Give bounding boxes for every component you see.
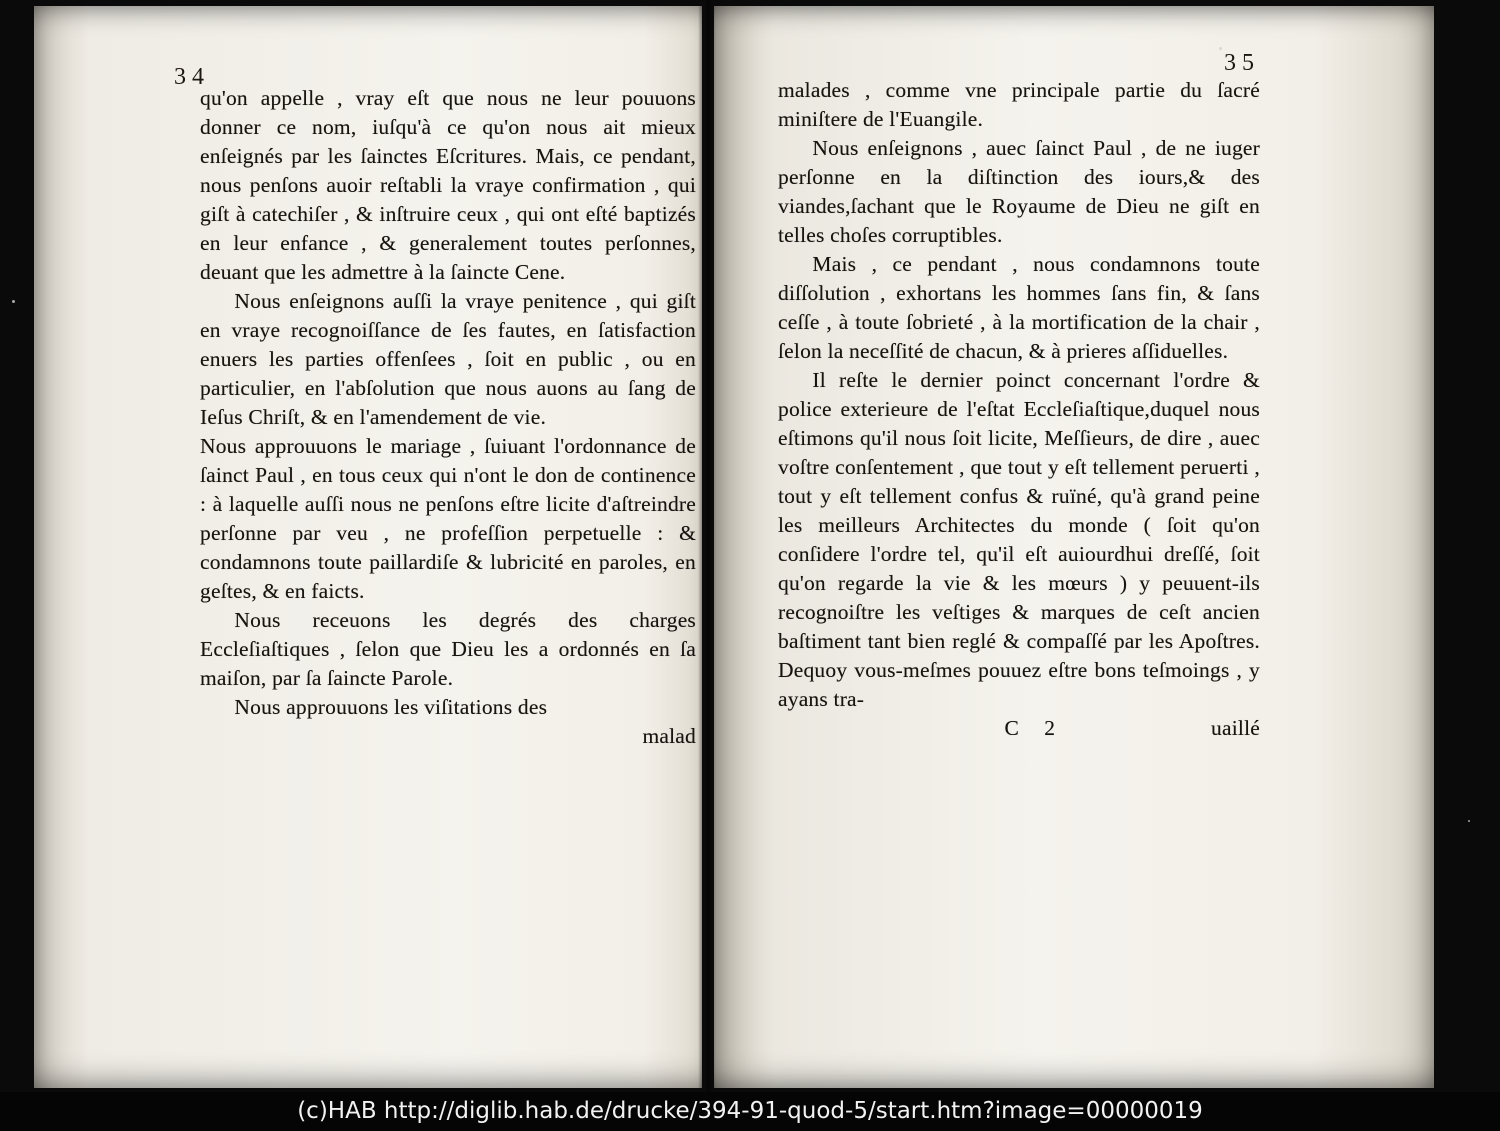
scan-speckle (12, 300, 15, 303)
gathering-signature: C 2 (1004, 716, 1065, 740)
footer-caption: (c)HAB http://diglib.hab.de/drucke/394-91-quod-5/start.htm?image=00000019 (297, 1098, 1203, 1124)
footer-bar (0, 1092, 1500, 1131)
spacer (1065, 714, 1211, 743)
paragraph: Il reſte le dernier poinct concernant l'ordre & police exterieure de l'eſtat Eccleſiaſtique,duquel nous eſtimons qu'il nous ſoit licite, Meſſieurs, de dire , auec voſtre conſentement , que tout y eſt tellement peruerti , tout y eſt tellement confus & ruïné, qu'à grand peine les meilleurs Architectes du monde ( ſoit qu'on conſidere l'ordre tel, qu'il eſt auiourdhui dreſſé, ſoit qu'on regarde la vie & les mœurs ) y peuuent-ils recognoiſtre les veſtiges & marques de ceſt ancien baſtiment tant bien reglé & compaſſé par les Apoſtres. Dequoy vous-meſmes pouuez eſtre bons teſmoings , y ayans tra- (778, 368, 1260, 711)
book-spine (698, 0, 716, 1095)
paragraph: Nous approuuons le mariage , ſuiuant l'ordonnance de ſainct Paul , en tous ceux qui n'ont le don de continence : à laquelle auſſi nous ne penſons eſtre licite d'aſtreindre perſonne par veu , ne profeſſion perpetuelle : & condamnons toute paillardiſe & lubricité en paroles, en geſtes, & en faicts. (200, 434, 696, 603)
page-right (714, 6, 1434, 1088)
scan-speckle (1219, 47, 1222, 50)
scan-speckle (1468, 820, 1470, 822)
page-left-text (200, 84, 696, 751)
spacer (778, 714, 1005, 743)
catchword-right: uaillé (1211, 716, 1260, 740)
page-right-text (778, 76, 1260, 743)
paragraph: Nous approuuons les viſitations des (234, 695, 548, 719)
paragraph: Nous enſeignons auſſi la vraye penitence , qui giſt en vraye recognoiſſance de ſes fautes, en ſatisfaction enuers les parties offenſees , ſoit en public , ou en particulier, en l'abſolution que nous auons au ſang de Ieſus Chriſt, & en l'amendement de vie. (200, 289, 696, 429)
page-left (34, 6, 702, 1088)
signature-line (778, 714, 1260, 743)
paragraph: Nous enſeignons , auec ſainct Paul , de ne iuger perſonne en la diſtinction des iours,& des viandes,ſachant que le Royaume de Dieu ne giſt en telles choſes corruptibles. (778, 136, 1260, 247)
page-number-right: 35 (1224, 50, 1260, 76)
paragraph: malades , comme vne principale partie du ſacré miniſtere de l'Euangile. (778, 78, 1260, 131)
page-number-left: 34 (174, 64, 210, 90)
paragraph: qu'on appelle , vray eſt que nous ne leur pouuons donner ce nom, iuſqu'à ce qu'on nous ait mieux enſeignés par les ſainctes Eſcritures. Mais, ce pendant, nous penſons auoir reſtabli la vraye confirmation , qui giſt à catechiſer , & inſtruire ceux , qui ont eſté baptizés en leur enfance , & generalement toutes perſonnes, deuant que les admettre à la ſaincte Cene. (200, 86, 696, 284)
paragraph: Nous receuons les degrés des charges Eccleſiaſtiques , ſelon que Dieu les a ordonnés en ſa maiſon, par ſa ſaincte Parole. (200, 608, 696, 690)
paragraph: Mais , ce pendant , nous condamnons toute diſſolution , exhortans les hommes ſans fin, & ſans ceſſe , à toute ſobrieté , à la mortification de la chair , ſelon la neceſſité de chacun, & à prieres aſſiduelles. (778, 252, 1260, 363)
catchword-left: malad (642, 724, 696, 748)
